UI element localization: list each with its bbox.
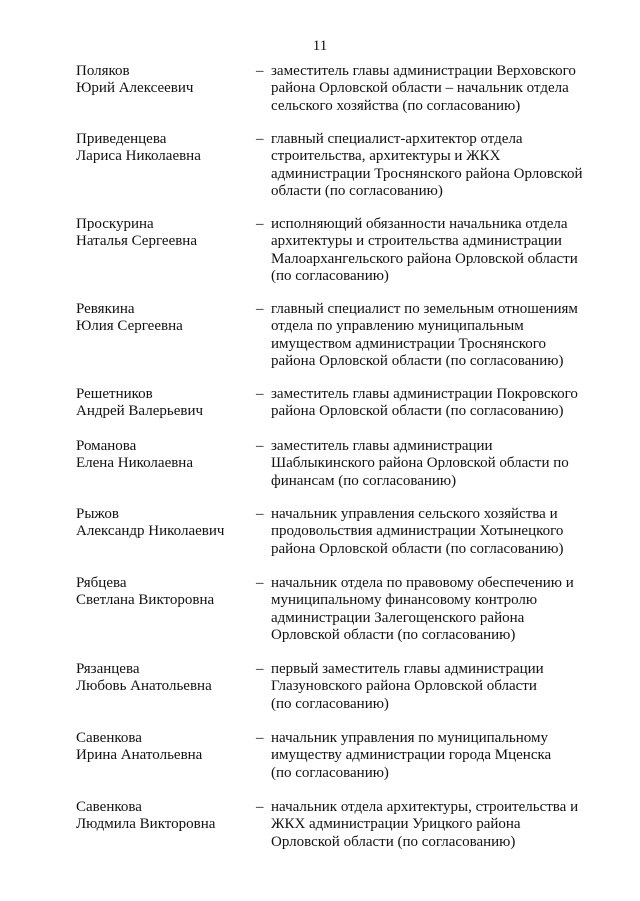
description-line: главный специалист-архитектор отдела	[271, 131, 523, 147]
description-line: исполняющий обязанности начальника отдела	[271, 216, 568, 232]
description-line: заместитель главы администрации Верховского	[271, 63, 576, 79]
dash-separator: –	[256, 63, 264, 79]
surname: Приведенцева	[76, 131, 167, 147]
given-names: Юлия Сергеевна	[76, 318, 183, 335]
description-line: Орловской области (по согласованию)	[271, 833, 516, 850]
dash-separator: –	[256, 216, 264, 232]
description-line: заместитель главы администрации	[271, 438, 493, 454]
person-name	[76, 301, 251, 336]
description-line: отдела по управлению муниципальным	[271, 318, 524, 335]
dash-separator: –	[256, 386, 264, 402]
dash-separator: –	[256, 438, 264, 454]
given-names: Андрей Валерьевич	[76, 403, 204, 420]
person-name	[76, 131, 251, 166]
surname: Решетников	[76, 386, 153, 402]
description-line: продовольствия администрации Хотынецкого	[271, 523, 564, 540]
description-line: заместитель главы администрации Покровского	[271, 386, 578, 402]
surname: Савенкова	[76, 730, 142, 746]
description-line: района Орловской области – начальник отдела	[271, 80, 569, 97]
description-line: имуществом администрации Троснянского	[271, 335, 547, 352]
position-description	[271, 131, 601, 200]
description-line: начальник отдела по правовому обеспечению и	[271, 575, 574, 591]
description-line: строительства, архитектуры и ЖКХ	[271, 148, 501, 165]
position-description	[271, 575, 601, 644]
given-names: Ирина Анатольевна	[76, 747, 203, 764]
description-line: начальник управления по муниципальному	[271, 730, 549, 746]
description-line: района Орловской области (по согласованию)	[271, 540, 564, 557]
surname: Савенкова	[76, 799, 142, 815]
position-description	[271, 216, 601, 285]
given-names: Александр Николаевич	[76, 523, 225, 540]
surname: Рябцева	[76, 575, 127, 591]
dash-separator: –	[256, 575, 264, 591]
dash-separator: –	[256, 730, 264, 746]
person-name	[76, 216, 251, 251]
description-line: главный специалист по земельным отношениям	[271, 301, 578, 317]
description-line: Орловской области (по согласованию)	[271, 626, 516, 643]
description-line: Шаблыкинского района Орловской области по	[271, 455, 569, 472]
description-line: муниципальному финансовому контролю	[271, 592, 538, 609]
given-names: Юрий Алексеевич	[76, 80, 194, 97]
given-names: Любовь Анатольевна	[76, 678, 212, 695]
position-description	[271, 730, 601, 782]
description-line: начальник управления сельского хозяйства и	[271, 506, 558, 522]
description-line: сельского хозяйства (по согласованию)	[271, 97, 521, 114]
person-name	[76, 386, 251, 421]
dash-separator: –	[256, 506, 264, 522]
given-names: Елена Николаевна	[76, 455, 193, 472]
person-name	[76, 63, 251, 98]
given-names: Светлана Викторовна	[76, 592, 215, 609]
person-name	[76, 506, 251, 541]
person-name	[76, 438, 251, 473]
description-line: района Орловской области (по согласованию)	[271, 352, 564, 369]
given-names: Людмила Викторовна	[76, 816, 216, 833]
description-line: имуществу администрации города Мценска	[271, 747, 552, 764]
surname: Романова	[76, 438, 137, 454]
description-line: администрации Троснянского района Орловской	[271, 165, 583, 182]
surname: Рязанцева	[76, 661, 140, 677]
dash-separator: –	[256, 799, 264, 815]
position-description	[271, 661, 601, 713]
description-line: Малоархангельского района Орловской области	[271, 250, 578, 267]
page-number: 11	[312, 38, 328, 54]
position-description	[271, 799, 601, 851]
description-line: первый заместитель главы администрации	[271, 661, 544, 677]
position-description	[271, 386, 601, 421]
description-line: администрации Залегощенского района	[271, 609, 525, 626]
person-name	[76, 799, 251, 834]
surname: Поляков	[76, 63, 130, 79]
description-line: финансам (по согласованию)	[271, 472, 457, 489]
person-name	[76, 661, 251, 696]
given-names: Лариса Николаевна	[76, 148, 201, 165]
person-name	[76, 575, 251, 610]
dash-separator: –	[256, 661, 264, 677]
description-line: (по согласованию)	[271, 695, 389, 712]
description-line: архитектуры и строительства администрации	[271, 233, 562, 250]
description-line: (по согласованию)	[271, 267, 389, 284]
surname: Ревякина	[76, 301, 135, 317]
surname: Рыжов	[76, 506, 119, 522]
dash-separator: –	[256, 131, 264, 147]
position-description	[271, 301, 601, 370]
dash-separator: –	[256, 301, 264, 317]
description-line: Глазуновского района Орловской области	[271, 678, 537, 695]
given-names: Наталья Сергеевна	[76, 233, 197, 250]
description-line: района Орловской области (по согласованию)	[271, 403, 564, 420]
position-description	[271, 438, 601, 490]
surname: Проскурина	[76, 216, 154, 232]
position-description	[271, 506, 601, 558]
description-line: области (по согласованию)	[271, 182, 443, 199]
description-line: ЖКХ администрации Урицкого района	[271, 816, 521, 833]
description-line: начальник отдела архитектуры, строительства и	[271, 799, 579, 815]
position-description	[271, 63, 601, 115]
description-line: (по согласованию)	[271, 764, 389, 781]
person-name	[76, 730, 251, 765]
